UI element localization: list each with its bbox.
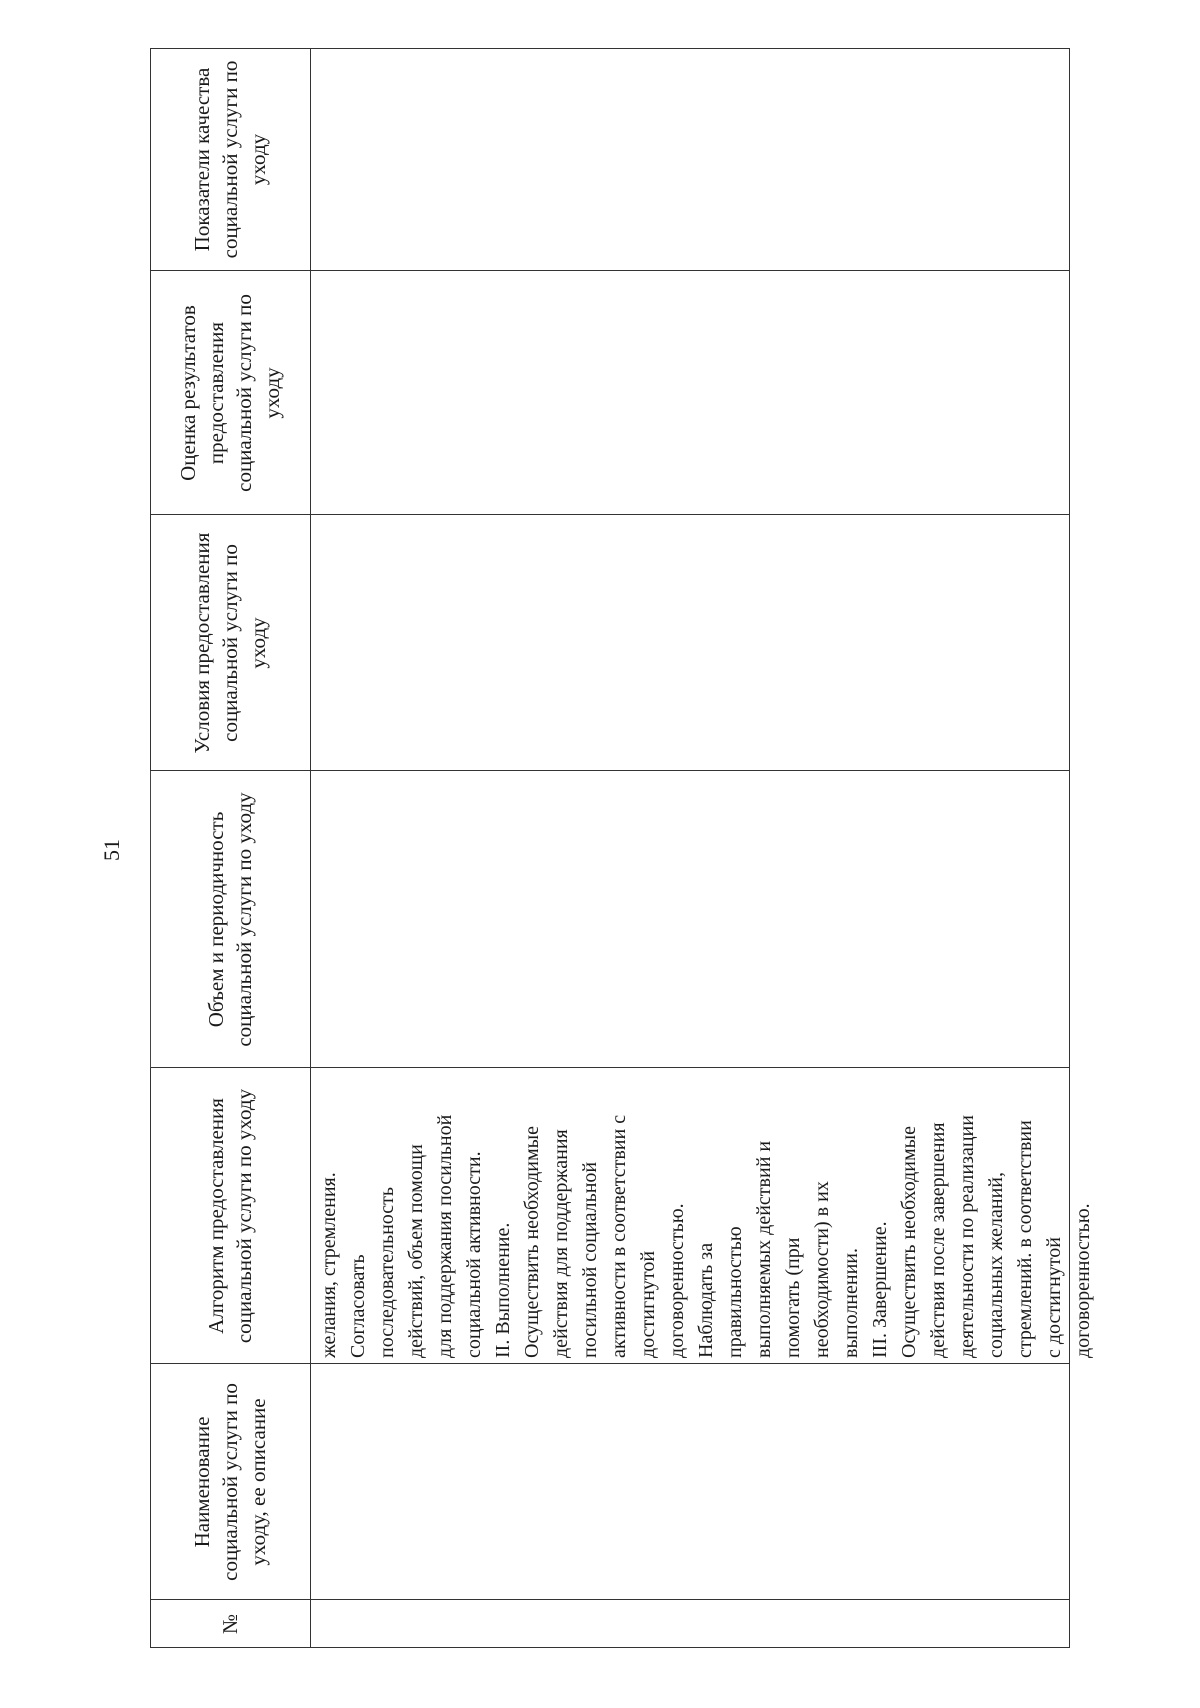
algorithm-line: правильностью (724, 1226, 746, 1358)
algorithm-line: выполняемых действий и (753, 1140, 775, 1358)
algorithm-line: социальной активности. (463, 1151, 485, 1358)
header-evaluation: Оценка результатов предоставления социальной услуги по уходу (176, 294, 284, 492)
header-num: № (218, 1613, 242, 1635)
header-quality: Показатели качества социальной услуги по уходу (190, 60, 270, 259)
services-table (150, 48, 1094, 1648)
algorithm-line: действий, объем помощи (405, 1144, 427, 1358)
algorithm-line: Осуществить необходимые (521, 1126, 543, 1358)
algorithm-line: социальных желаний, (985, 1172, 1007, 1358)
algorithm-line: деятельности по реализации (956, 1115, 978, 1358)
algorithm-line: желания, стремления. (318, 1172, 340, 1358)
volume-split-line (150, 771, 151, 1068)
algorithm-line: помогать (при (782, 1237, 804, 1358)
header-divider (310, 48, 311, 1648)
algorithm-line: III. Завершение. (869, 1221, 891, 1358)
header-volume: Объем и периодичность социальной услуги по уходу (204, 792, 256, 1047)
algorithm-line: необходимости) в их (811, 1181, 833, 1358)
algorithm-line: активности в соответствии с (608, 1114, 630, 1358)
header-algorithm: Алгоритм предоставления социальной услуги по уходу (204, 1088, 256, 1344)
algorithm-line: стремлений. в соответствии (1014, 1120, 1036, 1358)
algorithm-line: Наблюдать за (695, 1242, 717, 1358)
algorithm-line: II. Выполнение. (492, 1222, 514, 1358)
algorithm-line: действия после завершения (927, 1122, 949, 1358)
algorithm-line: выполнении. (840, 1248, 862, 1358)
algorithm-line: договоренностью. (666, 1203, 688, 1358)
algorithm-line: Согласовать (347, 1254, 369, 1358)
header-conditions: Условия предоставления социальной услуги по уходу (190, 532, 270, 754)
header-name: Наименование социальной услуги по уходу, ее описание (190, 1383, 270, 1581)
page-number: 51 (99, 839, 124, 861)
cell-algorithm (315, 1068, 1098, 1364)
algorithm-line: Осуществить необходимые (898, 1126, 920, 1358)
algorithm-line: достигнутой (637, 1250, 659, 1358)
algorithm-line: действия для поддержания (550, 1129, 572, 1358)
algorithm-line: последовательность (376, 1186, 398, 1358)
algorithm-line: с достигнутой (1043, 1237, 1065, 1358)
algorithm-line: посильной социальной (579, 1161, 601, 1358)
algorithm-line: договоренностью. (1072, 1203, 1094, 1358)
algorithm-line: для поддержания посильной (434, 1114, 456, 1358)
